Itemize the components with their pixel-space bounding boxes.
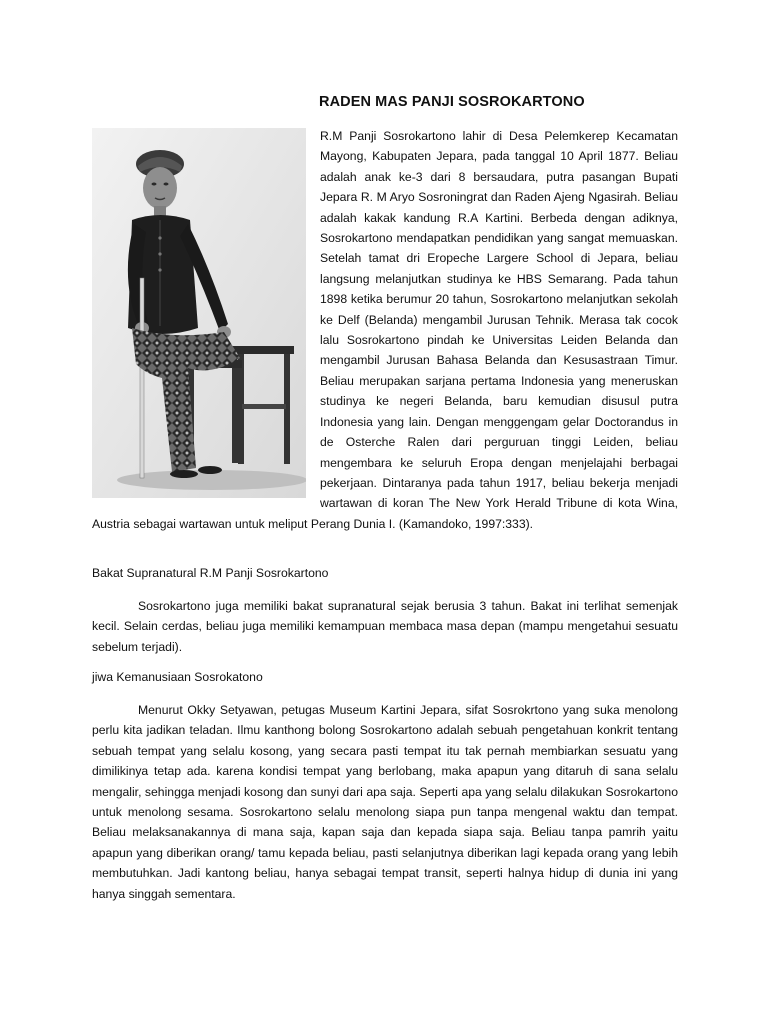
document-title: RADEN MAS PANJI SOSROKARTONO (319, 94, 585, 110)
photo-wrap-spacer (92, 126, 320, 500)
section-heading-bakat: Bakat Supranatural R.M Panji Sosrokartono (92, 566, 329, 580)
section-paragraph-jiwa: Menurut Okky Setyawan, petugas Museum Kartini Jepara, sifat Sosrokrtono yang suka menolong perlu kita jadikan teladan. Ilmu kanthong bolong Sosrokartono adalah sebuah pengetahuan konkrit tentang sebuah tempat yang selalu kosong, yang secara pasti tempat itu tak pernah membiarkan sesuatu yang dimilikinya tetap ada. karena kondisi tempat yang berlobang, maka apapun yang ditaruh di sana selalu mengalir, sehingga menjadi kosong dan sunyi dari apa saja. Seperti apa yang selalu dilakukan Sosrokartono untuk menolong sesama. Sosrokartono selalu menolong siapa pun tanpa mengenal waktu dan tempat. Beliau melaksanakannya di mana saja, kapan saja dan kepada siapa saja. Beliau tanpa pamrih yaitu apapun yang diberikan orang/ tamu kepada beliau, pasti selanjutnya diberikan lagi kepada orang yang lebih membutuhkan. Jadi kantong beliau, hanya sebagai tempat transit, seperti halnya hidup di dunia ini yang hanya singgah sementara. (92, 703, 678, 901)
section-paragraph-bakat: Sosrokartono juga memiliki bakat supranatural sejak berusia 3 tahun. Bakat ini terlihat semenjak kecil. Selain cerdas, beliau juga memiliki kemampuan membaca masa depan (mampu mengetahui sesuatu sebelum terjadi). (92, 599, 678, 654)
intro-paragraph: R.M Panji Sosrokartono lahir di Desa Pelemkerep Kecamatan Mayong, Kabupaten Jepara, pada tanggal 10 April 1877. Beliau adalah anak ke-3 dari 8 bersaudara, putra pasangan Bupati Jepara R. M Aryo Sosroningrat dan Raden Ajeng Ngasirah. Beliau adalah kakak kandung R.A Kartini. Berbeda dengan adiknya, Sosrokartono mendapatkan pendidikan yang sangat memuaskan. Setelah tamat dri Eropeche Largere School di Jepara, beliau langsung melanjutkan studinya ke HBS Semarang. Pada tahun 1898 ketika berumur 20 tahun, Sosrokartono melanjutkan sekolah ke Delf (Belanda) mengambil Jurusan Tehnik. Merasa tak cocok lalu Sosrokartono pindah ke Universitas Leiden Belanda dan mengambil Jurusan Bahasa Belanda dan Kesusastraan Timur. Beliau merupakan sarjana pertama Indonesia yang meneruskan studinya ke negeri Belanda, baru kemudian disusul putra Indonesia yang lain. Dengan menggengam gelar Doctorandus in de Osterche Ralen dari perguruan tinggi Leiden, beliau mengembara ke seluruh Eropa dengan menjelajahi berbagai pekerjaan. Dintaranya pada tahun 1917, beliau bekerja menjadi wartawan di koran The New York Herald Tribune di kota Wina, Austria sebagai wartawan untuk meliput Perang Dunia I. (Kamandoko, 1997:333). (92, 129, 678, 531)
section-heading-jiwa: jiwa Kemanusiaan Sosrokatono (92, 670, 263, 684)
intro-text-block (92, 126, 678, 534)
